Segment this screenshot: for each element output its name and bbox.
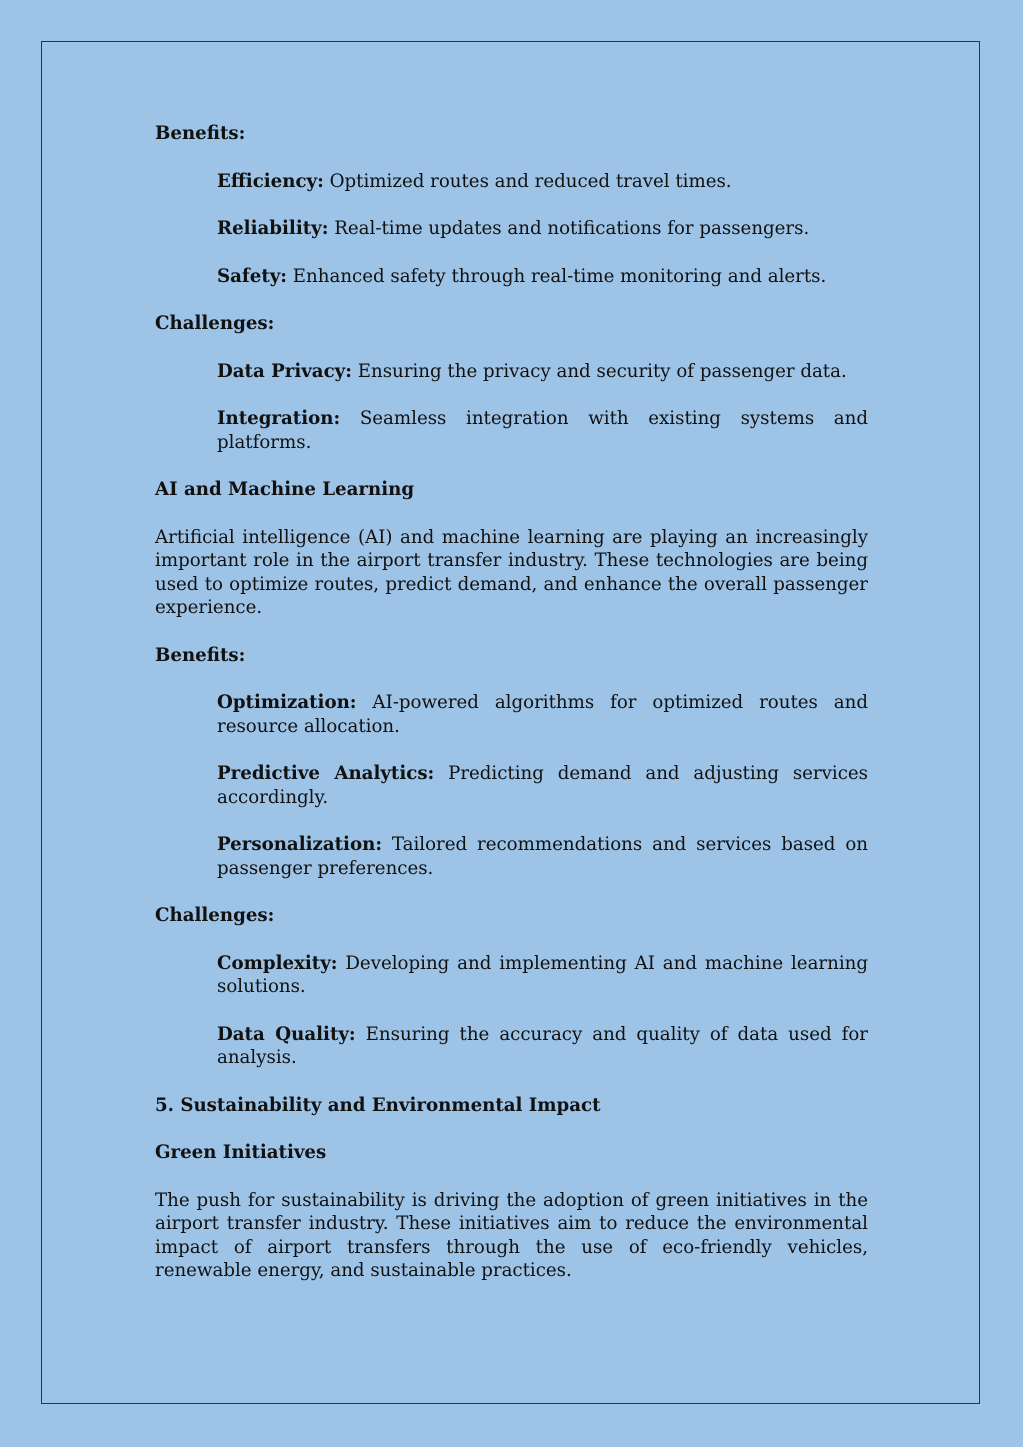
item-term: Data Privacy: (217, 360, 352, 382)
list-item-data-quality (217, 1023, 868, 1070)
list-item-optimization (217, 691, 868, 738)
section-heading-challenges: Challenges: (155, 313, 275, 334)
list-item-efficiency (217, 170, 868, 194)
paragraph-green-initiatives: The push for sustainability is driving the adoption of green initiatives in the airport transfer industry. These initiatives aim to reduce the environmental impact of airport transfers through the use of eco-friendly vehicles, renewable energy, and sustainable practices. (155, 1189, 868, 1281)
item-text: Ensuring the accuracy and quality of data used for analysis. (217, 1023, 868, 1068)
item-text: Enhanced safety through real-time monitoring and alerts. (287, 265, 827, 287)
item-text: Ensuring the privacy and security of passenger data. (351, 360, 847, 382)
item-text: Seamless integration with existing systems and platforms. (217, 408, 868, 453)
section-heading-green-initiatives: Green Initiatives (155, 1142, 327, 1163)
paragraph-ai-ml: Artificial intelligence (AI) and machine learning are playing an increasingly important role in the airport transfer industry. These technologies are being used to optimize routes, predict demand, and enhance the overall passenger experience. (155, 526, 868, 618)
item-term: Optimization: (217, 692, 357, 713)
section-heading-benefits: Benefits: (155, 123, 246, 144)
item-term: Predictive Analytics: (217, 763, 435, 784)
list-item-reliability (217, 217, 868, 241)
item-term: Complexity: (217, 952, 338, 974)
document-body (155, 122, 868, 1307)
item-term: Safety: (217, 265, 287, 287)
item-text: AI-powered algorithms for optimized routes and resource allocation. (217, 692, 868, 737)
item-term: Data Quality: (217, 1023, 356, 1045)
list-item-integration (217, 407, 868, 454)
item-text: Predicting demand and adjusting services accordingly. (217, 763, 868, 808)
item-text: Developing and implementing AI and machine learning solutions. (217, 952, 868, 997)
list-item-safety (217, 265, 868, 289)
section-heading-sustainability: 5. Sustainability and Environmental Impact (155, 1094, 601, 1116)
item-term: Efficiency: (217, 170, 324, 192)
list-item-data-privacy (217, 360, 868, 384)
item-text: Optimized routes and reduced travel times. (323, 170, 732, 192)
item-text: Tailored recommendations and services based on passenger preferences. (217, 834, 868, 879)
list-item-complexity (217, 952, 868, 999)
section-heading-challenges-ai: Challenges: (155, 905, 275, 926)
section-heading-benefits-ai: Benefits: (155, 644, 246, 666)
list-item-personalization (217, 833, 868, 880)
item-text: Real-time updates and notifications for passengers. (328, 218, 810, 239)
item-term: Integration: (217, 408, 341, 429)
item-term: Reliability: (217, 218, 329, 239)
section-heading-ai-ml: AI and Machine Learning (155, 479, 415, 500)
list-item-predictive-analytics (217, 762, 868, 809)
item-term: Personalization: (217, 834, 383, 855)
